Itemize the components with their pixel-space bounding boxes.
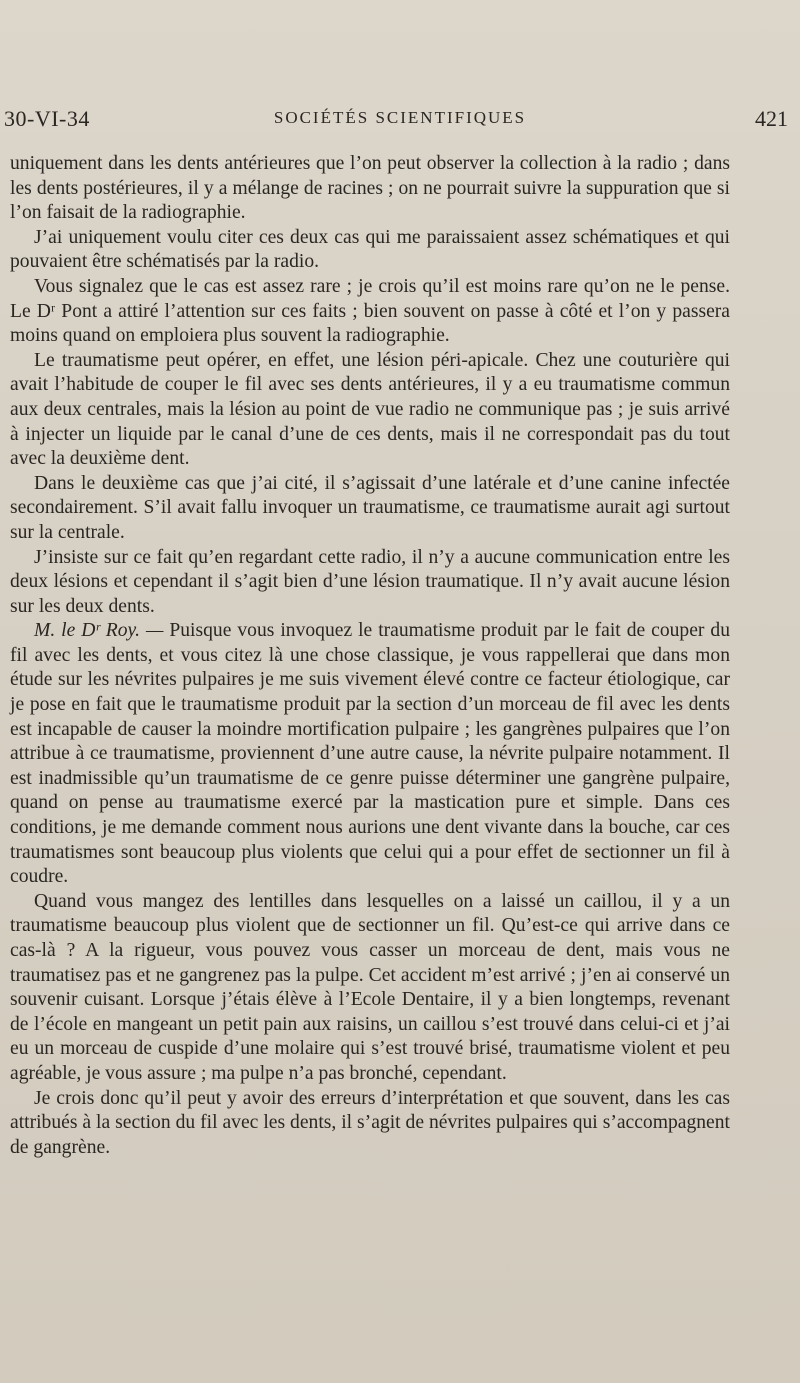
body-text [10,152,730,1160]
paragraph: Je crois donc qu’il peut y avoir des erreurs d’interprétation et que souvent, dans les cas attribués à la section du fil avec les dents, il s’agit de névrites pulpaires qui s’accompagnent de gangrène. [10,1087,730,1158]
page-number: 421 [755,106,788,131]
running-header [0,106,800,136]
paragraph-speaker [10,619,730,890]
paragraph: Le traumatisme peut opérer, en effet, une lésion péri-apicale. Chez une couturière qui avait l’habitude de couper le fil avec ses dents antérieures, il y a eu traumatisme commun aux deux centrales, mais la lésion au point de vue radio ne communique pas ; je suis arrivé à injecter un liquide par le canal d’une de ces dents, mais il ne correspondait pas du tout avec la deuxième dent. [10,349,730,470]
header-date: 30-VI-34 [4,106,90,131]
header-title: SOCIÉTÉS SCIENTIFIQUES [273,108,527,127]
paragraph: J’insiste sur ce fait qu’en regardant cette radio, il n’y a aucune communication entre les deux lésions et cependant il s’agit bien d’une lésion traumatique. Il n’y avait aucune lésion sur les deux dents. [10,546,730,617]
paragraph: Dans le deuxième cas que j’ai cité, il s’agissait d’une latérale et d’une canine infectée secondairement. S’il avait fallu invoquer un traumatisme, ce traumatisme aurait agi surtout sur la centrale. [10,472,730,543]
paragraph: J’ai uniquement voulu citer ces deux cas qui me paraissaient assez schématiques et qui pouvaient être schématisés par la radio. [10,226,730,273]
speaker-name: M. le Dʳ Roy. — [34,620,164,642]
paragraph: Quand vous mangez des lentilles dans lesquelles on a laissé un caillou, il y a un traumatisme beaucoup plus violent que de sectionner un fil. Qu’est-ce qui arrive dans ce cas-là ? A la rigueur, vous pouvez vous casser un morceau de dent, mais vous ne traumatisez pas et ne gangrenez pas la pulpe. Cet accident m’est arrivé ; j’en ai conservé un souvenir cuisant. Lorsque j’étais élève à l’Ecole Dentaire, il y a bien longtemps, revenant de l’école en mangeant un petit pain aux raisins, un caillou s’est trouvé dans celui-ci et j’ai eu un morceau de cuspide d’une molaire qui s’est trouvé brisé, traumatisme violent et peu agréable, je vous assure ; ma pulpe n’a pas bronché, cependant. [10,890,730,1084]
paragraph: Vous signalez que le cas est assez rare ; je crois qu’il est moins rare qu’on ne le pense. Le Dʳ Pont a attiré l’attention sur ces faits ; bien souvent on passe à côté et l’on y passera moins quand on emploiera plus souvent la radiographie. [10,275,730,347]
paragraph-text: Puisque vous invoquez le traumatisme produit par le fait de couper du fil avec les dents, et vous citez là une chose classique, je vous rappellerai que dans mon étude sur les névrites pulpaires je me suis vivement élevé contre ce facteur étiologique, car je pose en fait que le traumatisme produit par la section d’un morceau de fil avec les dents est incapable de causer la moindre mortification pulpaire ; les gangrènes pulpaires que l’on attribue à ce traumatisme, proviennent d’une autre cause, la névrite pulpaire notamment. Il est inadmissible qu’un traumatisme de ce genre puisse déterminer une gangrène pulpaire, quand on pense au traumatisme exercé par la mastication pure et simple. Dans ces conditions, je me demande comment nous aurions une dent vivante dans la bouche, car ces traumatismes sont beaucoup plus violents que celui qui a pour effet de sectionner un fil à coudre. [10,620,730,888]
paragraph: uniquement dans les dents antérieures que l’on peut observer la collection à la radio ; dans les dents postérieures, il y a mélange de racines ; on ne pourrait suivre la suppuration que si l’on faisait de la radiographie. [10,153,730,224]
